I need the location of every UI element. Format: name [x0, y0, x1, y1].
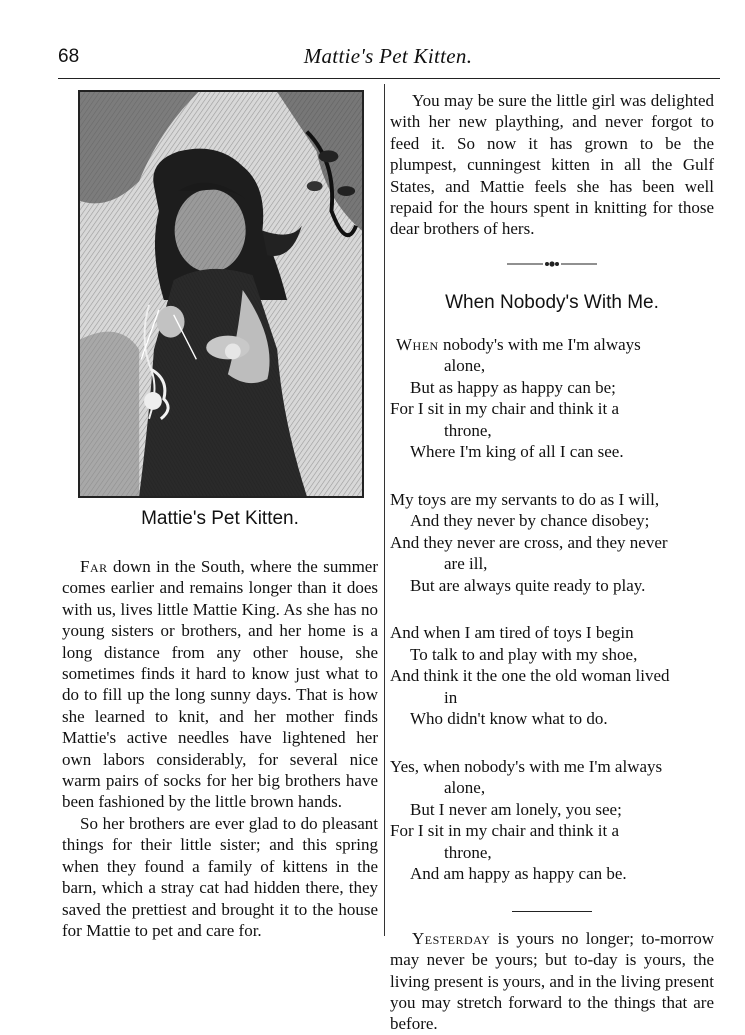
- story-paragraph-1-text: down in the South, where the summer comes earlier and remains longer than it does with us, lives little Mattie King. As she has no young sisters or brothers, and her home is a long distance from any other house, she sometimes finds it hard to know just what to do to fill up the long sunny days. That is how she learned to knit, and her mother finds Mattie's active needles have lightened her own labors considerably, for several nice warm pairs of socks for her big brothers have been fashioned by the little brown hands.: [62, 557, 378, 812]
- story-body: [62, 556, 378, 941]
- story-title: Mattie's Pet Kitten.: [141, 508, 299, 529]
- poem-line: But I never am lonely, you see;: [410, 799, 622, 819]
- poem-line: throne,: [444, 842, 492, 862]
- poem-line: alone,: [444, 356, 486, 376]
- page-header: [58, 40, 718, 76]
- story-paragraph-2: So her brothers are ever glad to do pleasant things for their little sister; and this spring when they found a family of kittens in the barn, which a stray cat had hidden there, they saved the prettiest and brought it to the house for Mattie to pet and care for.: [62, 813, 378, 940]
- story-continuation: [390, 90, 714, 240]
- poem-line: Where I'm king of all I can see.: [410, 442, 624, 462]
- poem-line: But as happy as happy can be;: [410, 377, 616, 397]
- column-divider: [384, 84, 385, 936]
- poem-line: My toys are my servants to do as I will,: [390, 489, 660, 509]
- story-paragraph-1: [62, 556, 378, 813]
- poem-line: alone,: [444, 778, 486, 798]
- poem-drop-word: When: [396, 334, 439, 354]
- closing-text: [390, 928, 714, 1035]
- poem-line: To talk to and play with my shoe,: [410, 644, 638, 664]
- poem-line: Who didn't know what to do.: [410, 709, 608, 729]
- closing-drop-word: Yesterday: [412, 928, 491, 948]
- story-paragraph-3: You may be sure the little girl was delighted with her new plaything, and never forgot to feed it. So now it has grown to be the plumpest, cunningest kitten in all the Gulf States, and Mattie feels she has been well repaid for the hours spent in knitting for those dear brothers of hers.: [390, 91, 714, 239]
- poem-line: Yes, when nobody's with me I'm always: [390, 756, 663, 776]
- poem-line: For I sit in my chair and think it a: [390, 821, 619, 841]
- poem-line: But are always quite ready to play.: [410, 575, 646, 595]
- poem-line-text: nobody's with me I'm always: [438, 334, 641, 354]
- poem-stanza-3: [390, 622, 714, 730]
- poem-stanza-1: [390, 334, 714, 463]
- poem-line: And think it the one the old woman lived: [390, 666, 670, 686]
- poem-line: And they never by chance disobey;: [410, 511, 650, 531]
- page-number: 68: [58, 46, 80, 67]
- poem-line: are ill,: [444, 554, 488, 574]
- section-ornament: [390, 258, 714, 270]
- poem-line: And am happy as happy can be.: [410, 864, 627, 884]
- girl-knitting-illustration: [78, 90, 364, 498]
- left-column: [62, 508, 378, 941]
- poem-line: And they never are cross, and they never: [390, 532, 668, 552]
- closing-paragraph: [390, 928, 714, 1035]
- running-title: Mattie's Pet Kitten.: [303, 44, 473, 68]
- poem-line: For I sit in my chair and think it a: [390, 399, 619, 419]
- closing-rest: is yours no longer; to-morrow may never be yours; but to-day is yours, the living present is yours, and in the living present you may stretch forward to the things that are before.: [390, 928, 714, 1034]
- poem-title: When Nobody's With Me.: [445, 291, 659, 313]
- story-drop-word: Far: [80, 557, 108, 576]
- ornament-divider-icon: [507, 258, 597, 270]
- poem-stanza-2: [390, 489, 714, 597]
- poem-stanza-4: [390, 756, 714, 885]
- right-column: [390, 90, 714, 1035]
- poem-line: And when I am tired of toys I begin: [390, 623, 634, 643]
- header-rule: [58, 78, 720, 79]
- poem-line: in: [444, 687, 458, 707]
- section-rule: [512, 911, 592, 912]
- poem-line: [390, 334, 714, 356]
- poem-line: throne,: [444, 420, 492, 440]
